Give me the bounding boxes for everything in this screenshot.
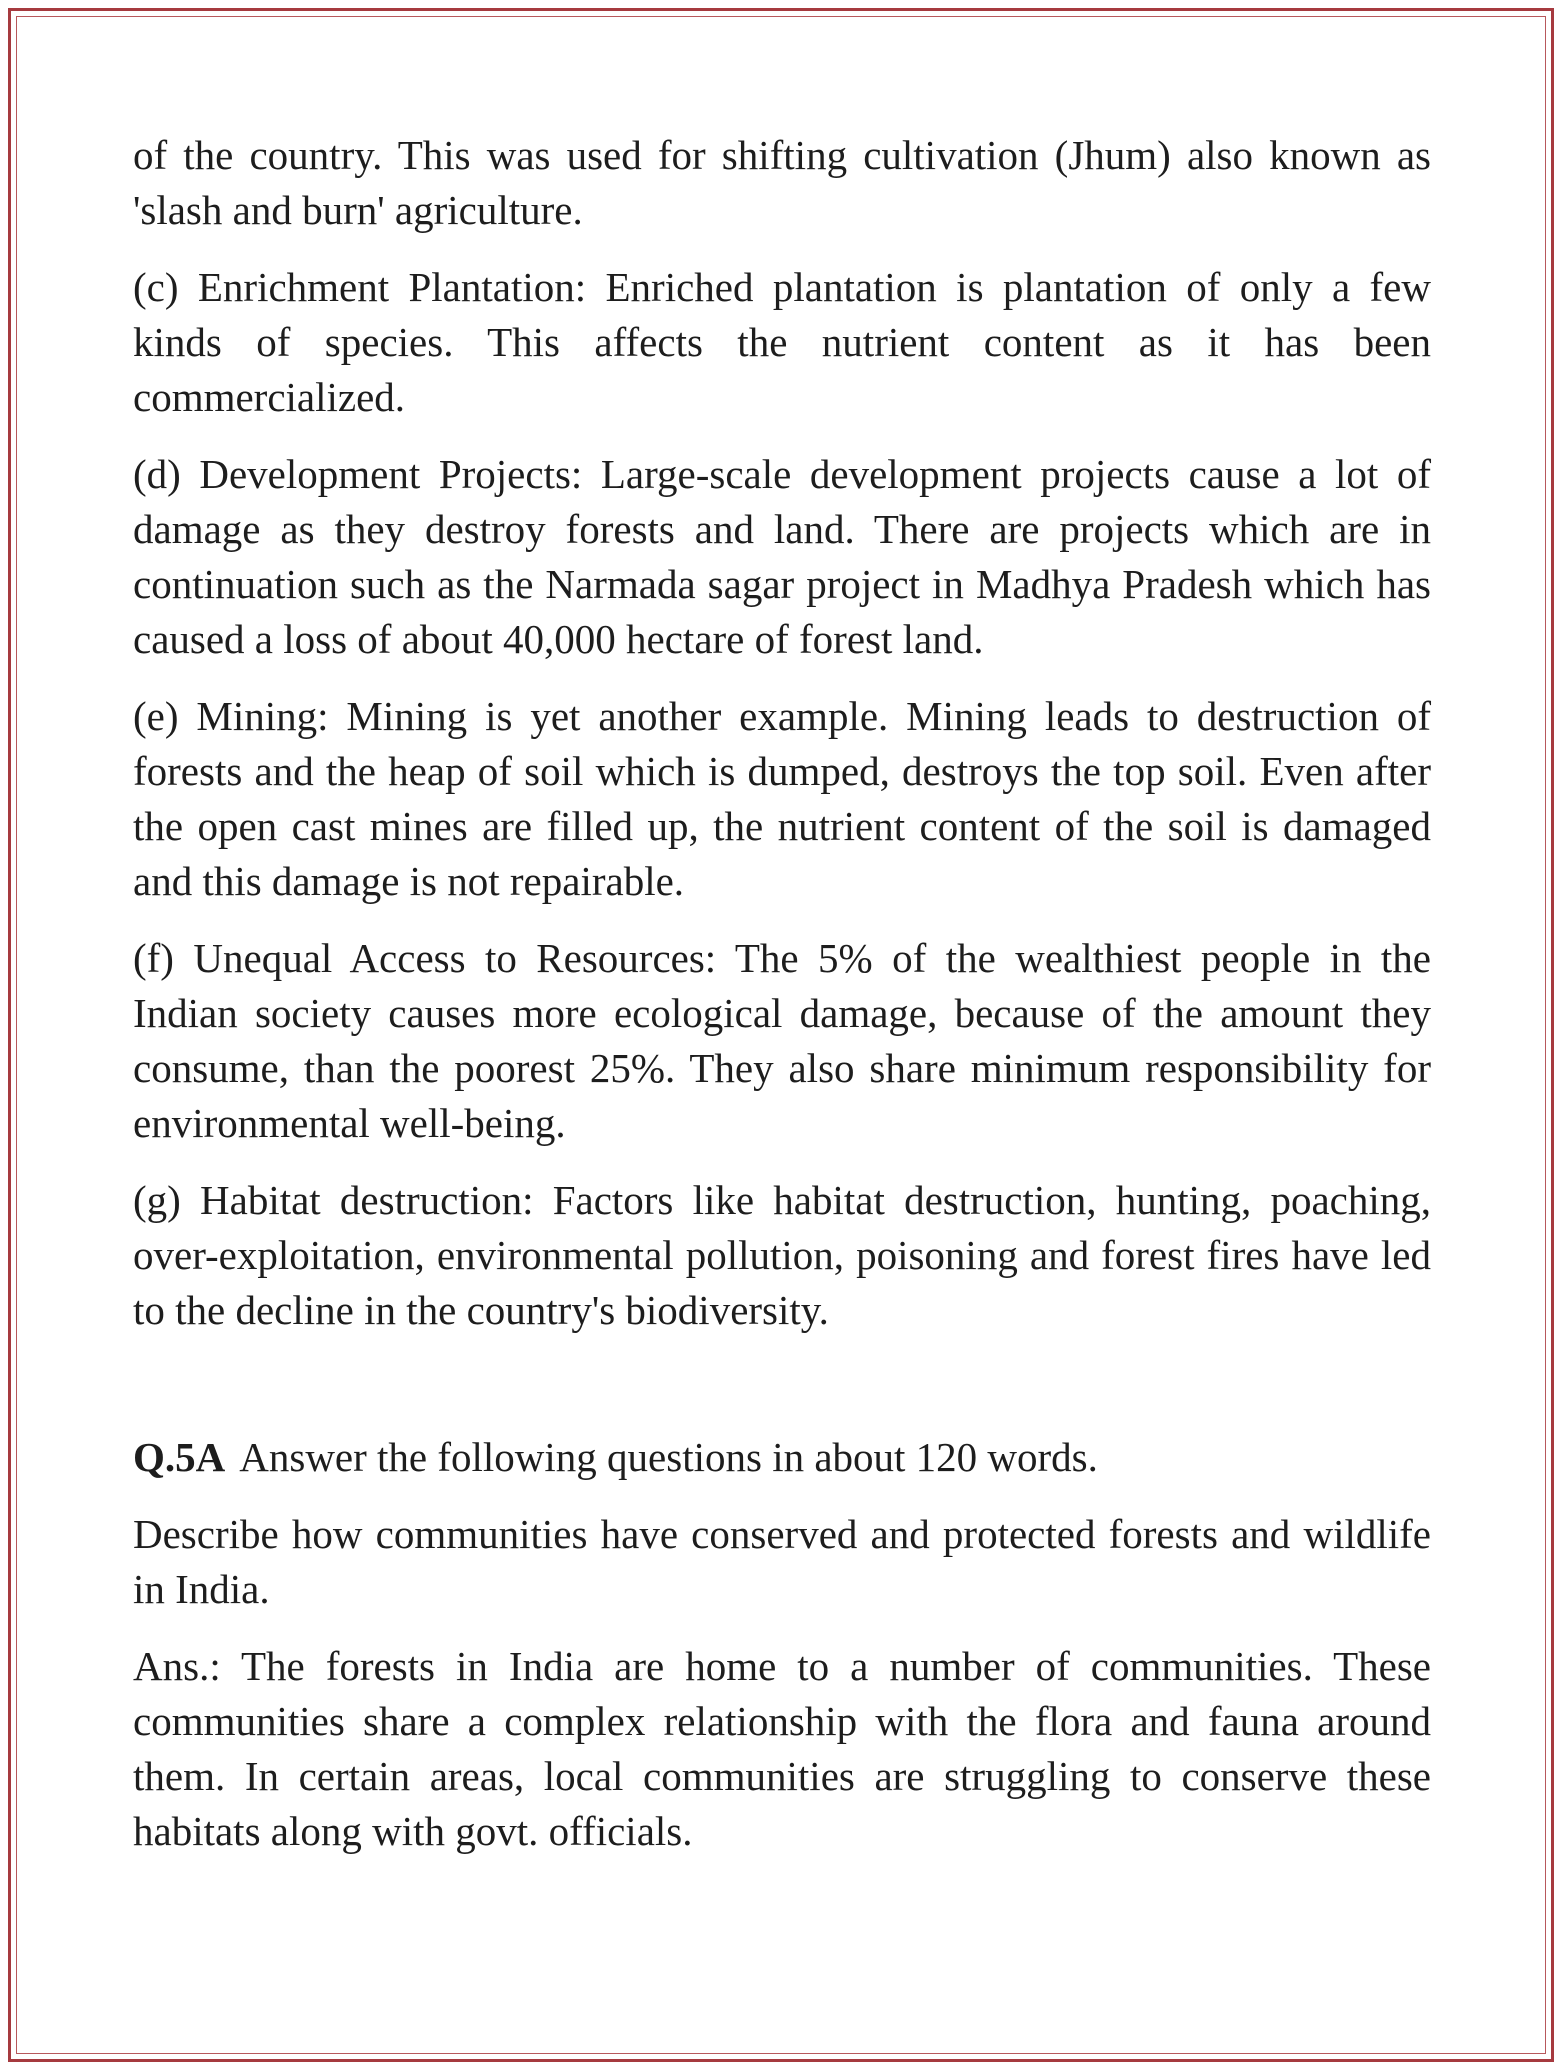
document-body: [133, 128, 1431, 1881]
answer-text: Ans.: The forests in India are home to a number of communities. These communities share a complex relationship with the flora and fauna around them. In certain areas, local communities are struggling to conserve these habitats along with govt. officials.: [133, 1643, 1431, 1854]
paragraph-mining: (e) Mining: Mining is yet another example. Mining leads to destruction of forests and the heap of soil which is dumped, destroys the top soil. Even after the open cast mines are filled up, the nutrient content of the soil is damaged and this damage is not repairable.: [133, 693, 1431, 904]
question-label: Q.5A: [133, 1434, 226, 1480]
question-instruction: Answer the following questions in about 120 words.: [239, 1434, 1098, 1480]
question-text: Describe how communities have conserved and protected forests and wildlife in India.: [133, 1511, 1431, 1612]
paragraph-habitat-destruction: (g) Habitat destruction: Factors like habitat destruction, hunting, poaching, over-exploitation, environmental pollution, poisoning and forest fires have led to the decline in the country's biodiversity.: [133, 1177, 1431, 1333]
question-heading: [133, 1430, 1431, 1485]
paragraph-shifting-cultivation: of the country. This was used for shifting cultivation (Jhum) also known as 'slash and burn' agriculture.: [133, 132, 1431, 233]
paragraph-development-projects: (d) Development Projects: Large-scale development projects cause a lot of damage as they destroy forests and land. There are projects which are in continuation such as the Narmada sagar project in Madhya Pradesh which has caused a loss of about 40,000 hectare of forest land.: [133, 451, 1431, 662]
paragraph-enrichment-plantation: (c) Enrichment Plantation: Enriched plantation is plantation of only a few kinds of species. This affects the nutrient content as it has been commercialized.: [133, 264, 1431, 420]
paragraph-unequal-access: (f) Unequal Access to Resources: The 5% of the wealthiest people in the Indian society causes more ecological damage, because of the amount they consume, than the poorest 25%. They also share minimum responsibility for environmental well-being.: [133, 935, 1431, 1146]
section-spacer: [133, 1360, 1431, 1430]
